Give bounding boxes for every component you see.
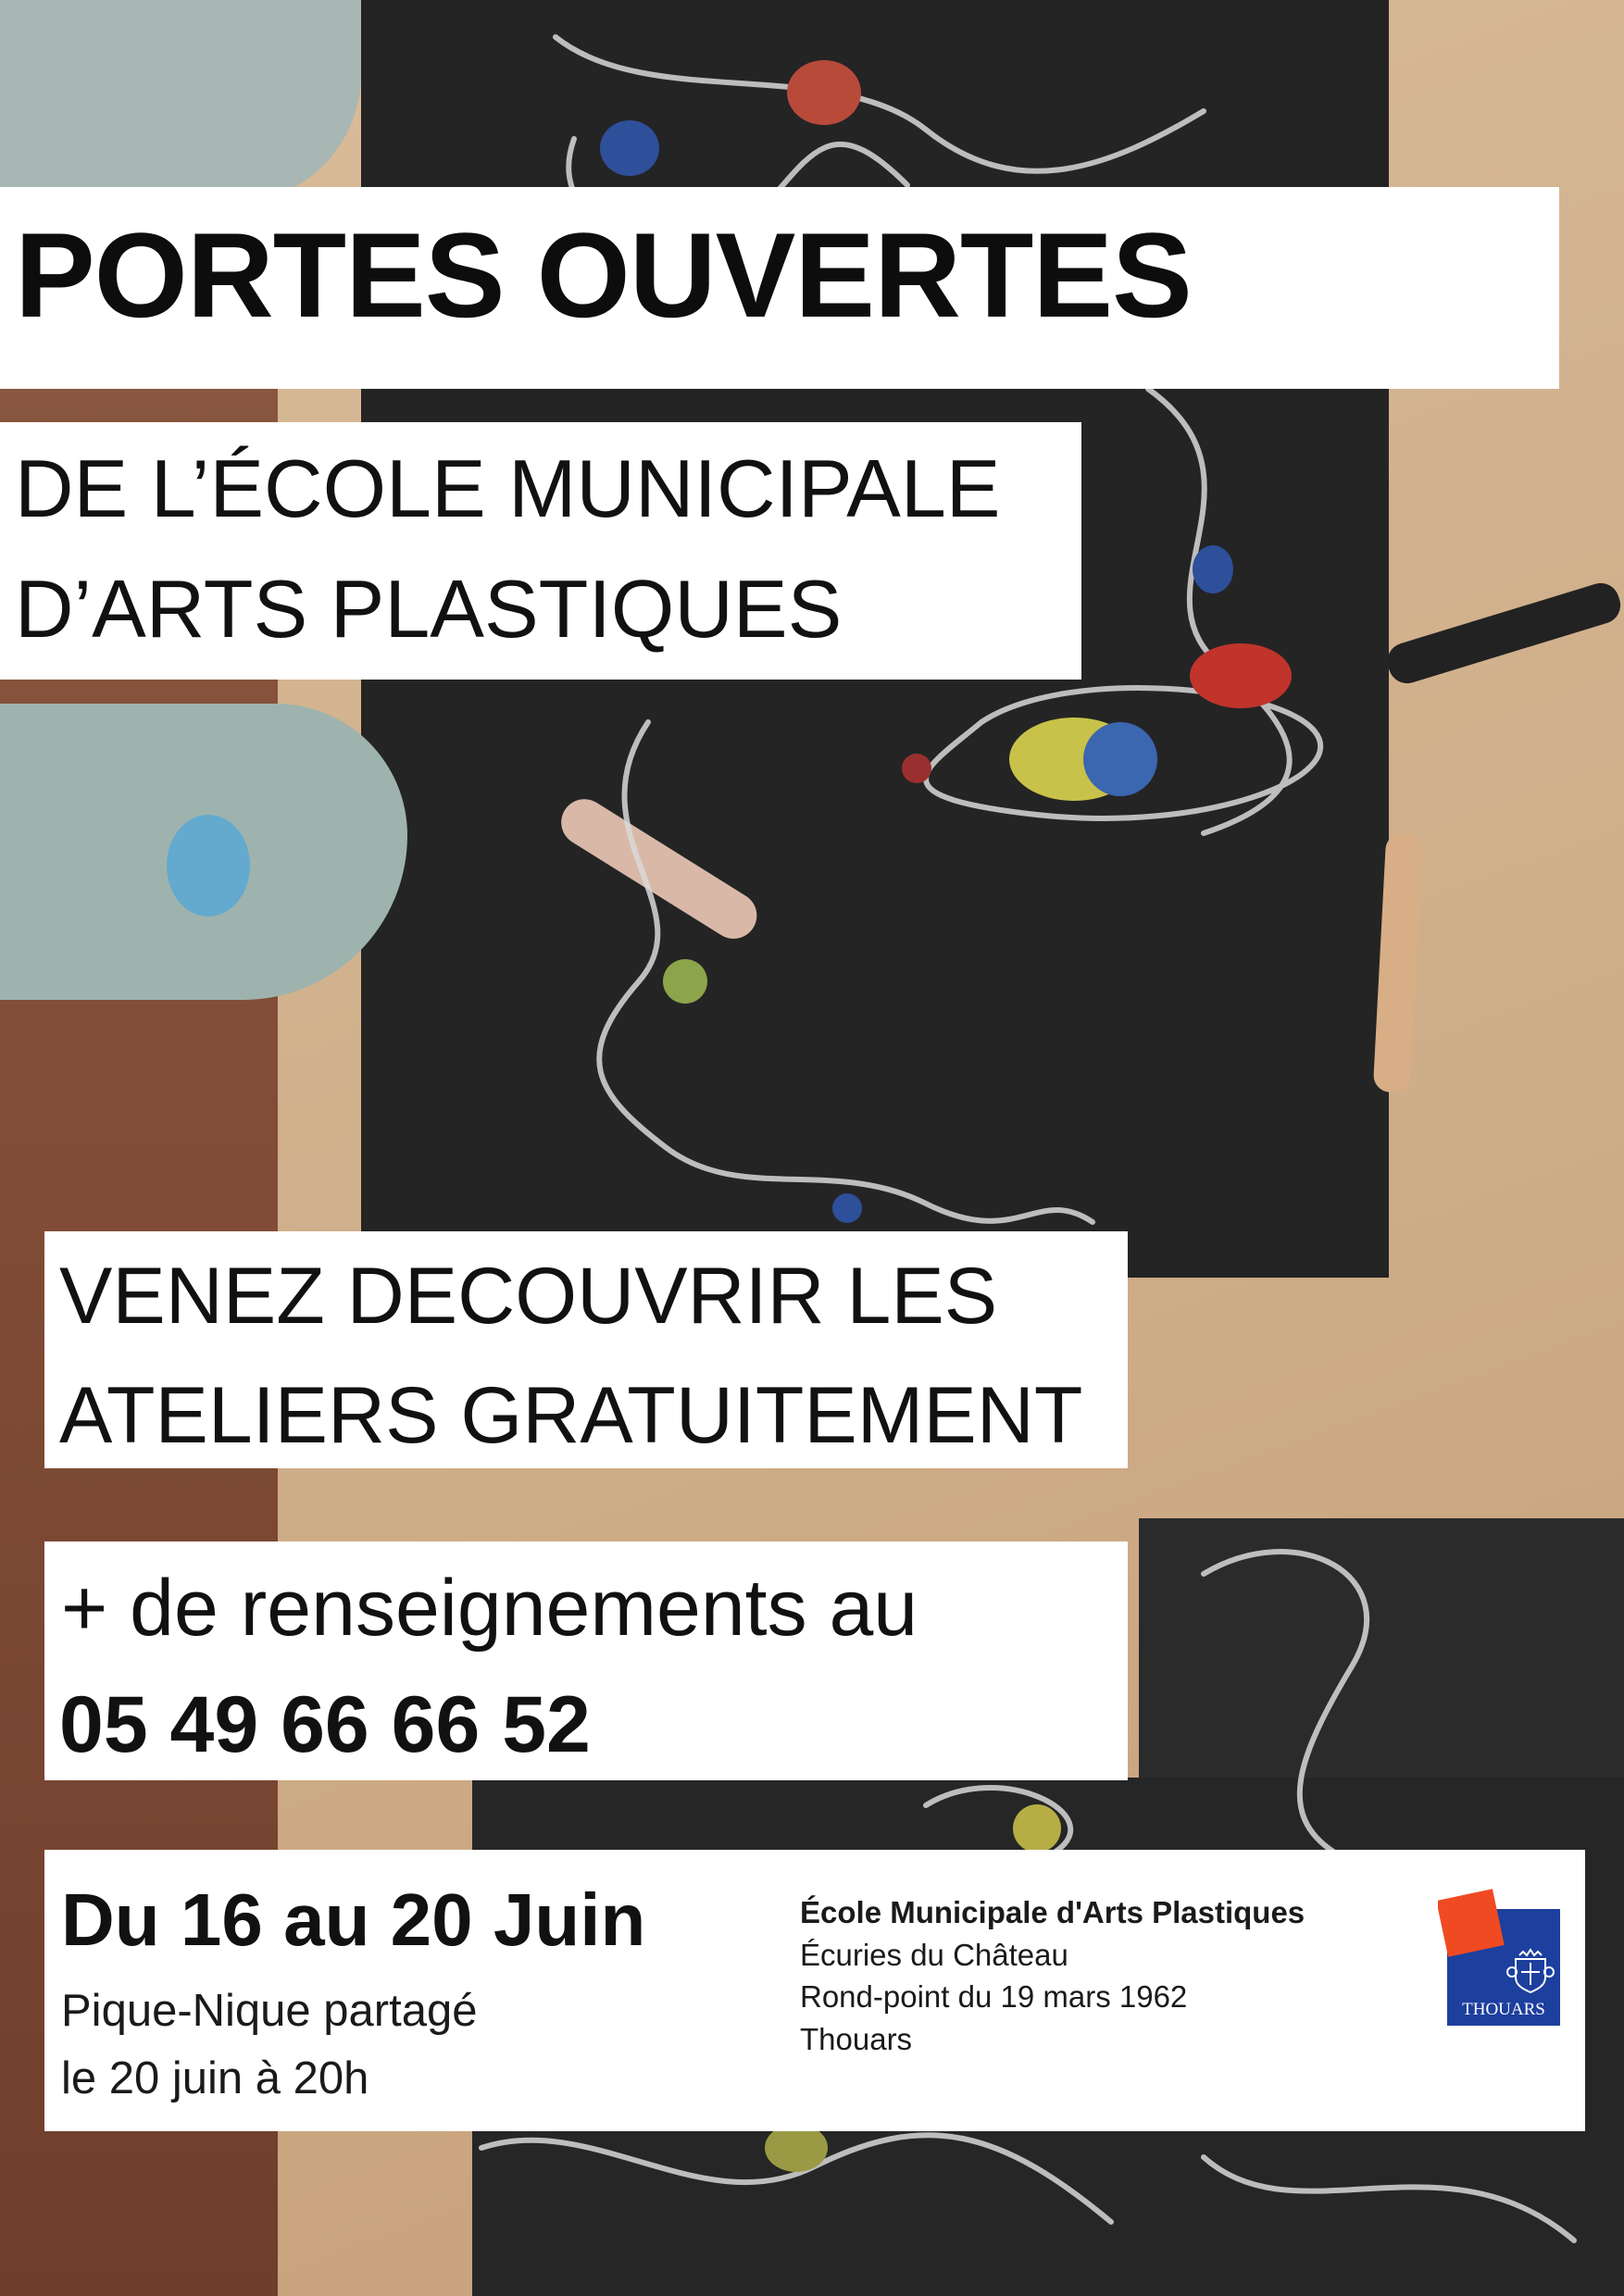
phone-number: 05 49 66 66 52 — [59, 1680, 591, 1769]
invitation-line-1: VENEZ DECOUVRIR LES — [59, 1252, 998, 1341]
event-dates: Du 16 au 20 Juin — [61, 1878, 646, 1961]
info-text: + de renseignements au — [61, 1564, 918, 1653]
subtitle-line-2: D’ARTS PLASTIQUES — [15, 563, 843, 655]
address-line-1: Écuries du Château — [800, 1938, 1068, 1972]
subtitle-line-1: DE L’ÉCOLE MUNICIPALE — [15, 443, 1001, 534]
poster-title: PORTES OUVERTES — [15, 207, 1192, 343]
picnic-line-1: Pique-Nique partagé — [61, 1986, 478, 2036]
logo-label: THOUARS — [1462, 2000, 1545, 2019]
address-line-2: Rond-point du 19 mars 1962 — [800, 1979, 1188, 2014]
address-name: École Municipale d'Arts Plastiques — [800, 1895, 1305, 1929]
invitation-line-2: ATELIERS GRATUITEMENT — [59, 1371, 1083, 1460]
logo-red-square — [1438, 1889, 1505, 1957]
address-line-3: Thouars — [800, 2022, 913, 2056]
picnic-line-2: le 20 juin à 20h — [61, 2053, 369, 2103]
thouars-logo — [1438, 1887, 1560, 2026]
